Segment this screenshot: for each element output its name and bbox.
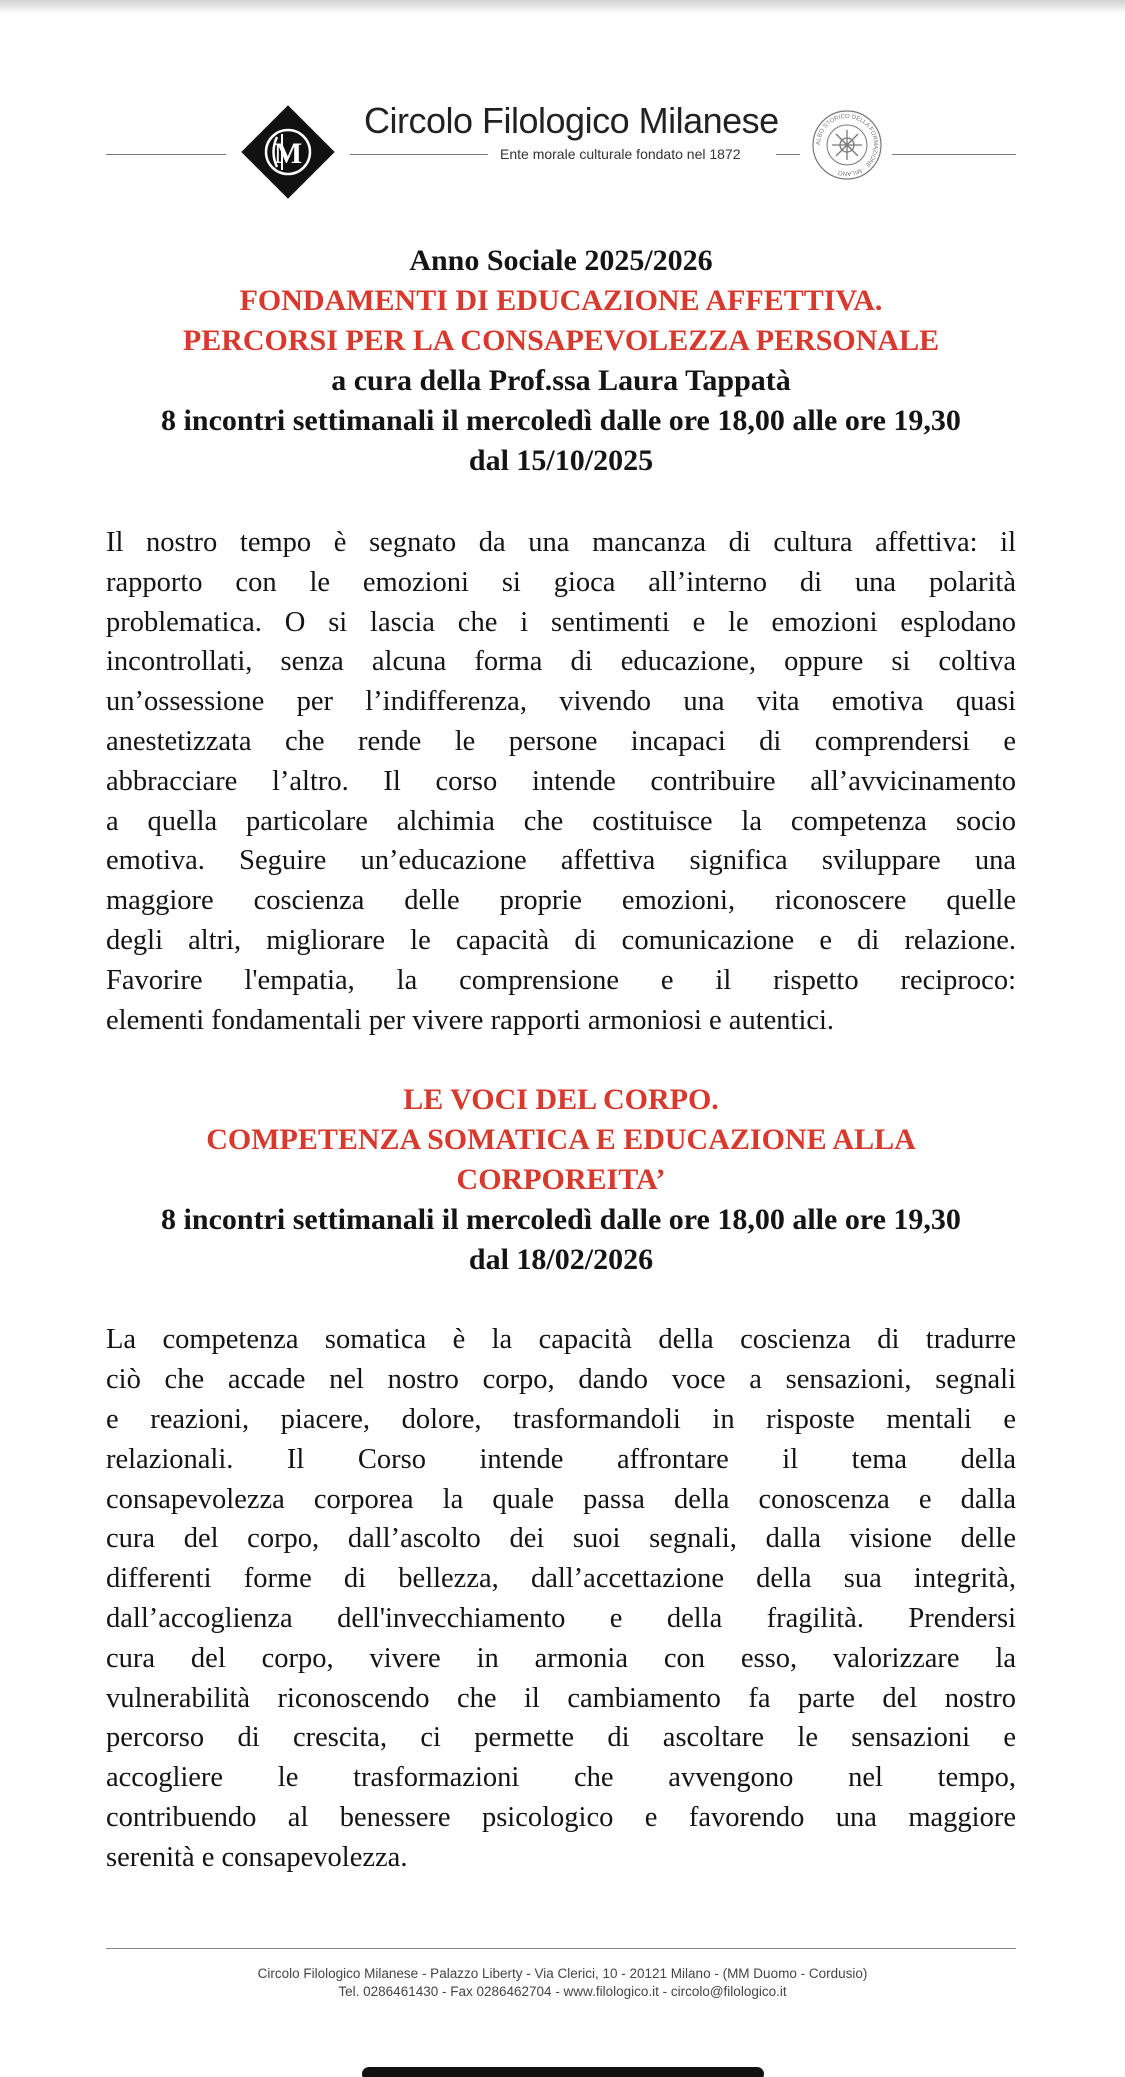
paragraph-line: a quella particolare alchimia che costituisce la competenza socio (106, 805, 1016, 837)
course1-start-date: dal 15/10/2025 (468, 444, 654, 477)
footer-contacts: Tel. 0286461430 - Fax 0286462704 - www.filologico.it - circolo@filologico.it (338, 1984, 787, 1999)
academic-year: Anno Sociale 2025/2026 (409, 244, 713, 277)
home-indicator[interactable] (362, 2067, 764, 2077)
section2-heading (106, 1080, 1016, 1280)
course2-subtitle: COMPETENZA SOMATICA E EDUCAZIONE ALLA (206, 1123, 916, 1157)
paragraph-line: e reazioni, piacere, dolore, trasformandoli in risposte mentali e (106, 1403, 1016, 1435)
footer-address: Circolo Filologico Milanese - Palazzo Liberty - Via Clerici, 10 - 20121 Milano - (MM Duomo - Cordusio) (257, 1966, 868, 1981)
course2-schedule: 8 incontri settimanali il mercoledì dalle ore 18,00 alle ore 19,30 (161, 1203, 961, 1237)
letterhead (0, 96, 1125, 206)
top-edge-shadow (0, 0, 1125, 14)
paragraph-line: dall’accoglienza dell'invecchiamento e della fragilità. Prendersi (106, 1602, 1016, 1634)
paragraph-line: contribuendo al benessere psicologico e favorendo una maggiore (106, 1801, 1016, 1833)
document-body (106, 241, 1016, 1878)
header-rule-left (106, 154, 226, 155)
paragraph-line: degli altri, migliorare le capacità di comunicazione e di relazione. (106, 924, 1016, 956)
paragraph-line: abbracciare l’altro. Il corso intende contribuire all’avvicinamento (106, 765, 1016, 797)
cfm-logo-icon (240, 104, 336, 200)
paragraph-line: relazionali. Il Corso intende affrontare il tema della (106, 1443, 1016, 1475)
seal-ring-text: ALBO STORICO DELLA FORMAZIONE · MILANO · (815, 113, 879, 177)
paragraph-line: Il nostro tempo è segnato da una mancanza di cultura affettiva: il (106, 527, 1016, 558)
section1-heading (106, 241, 1016, 481)
brand-subtitle: Ente morale culturale fondato nel 1872 (500, 146, 741, 162)
paragraph-line: elementi fondamentali per vivere rapporti armoniosi e autentici. (106, 1004, 835, 1036)
header-rule-short (776, 154, 800, 155)
paragraph-line: un’ossessione per l’indifferenza, vivendo una vita emotiva quasi (106, 686, 1016, 718)
paragraph-line: serenità e consapevolezza. (106, 1841, 408, 1873)
paragraph-line: rapporto con le emozioni si gioca all’interno di una polarità (106, 566, 1016, 598)
course1-schedule: 8 incontri settimanali il mercoledì dalle ore 18,00 alle ore 19,30 (161, 404, 961, 437)
course2-description (106, 1320, 1016, 1877)
paragraph-line: La competenza somatica è la capacità della coscienza di tradurre (106, 1324, 1016, 1356)
paragraph-line: Favorire l'empatia, la comprensione e il rispetto reciproco: (106, 964, 1016, 996)
footer-rule (106, 1948, 1016, 1949)
paragraph-line: problematica. O si lascia che i sentimenti e le emozioni esplodano (106, 606, 1016, 638)
svg-text:M: M (273, 137, 303, 170)
paragraph-line: cura del corpo, vivere in armonia con esso, valorizzare la (106, 1642, 1016, 1674)
brand-name: Circolo Filologico Milanese (364, 100, 779, 141)
course2-title: LE VOCI DEL CORPO. (403, 1083, 719, 1117)
course1-title: FONDAMENTI DI EDUCAZIONE AFFETTIVA. (239, 284, 883, 317)
course1-subtitle: PERCORSI PER LA CONSAPEVOLEZZA PERSONALE (182, 324, 940, 357)
course2-start-date: dal 18/02/2026 (468, 1243, 654, 1277)
paragraph-line: cura del corpo, dall’ascolto dei suoi segnali, dalla visione delle (106, 1523, 1016, 1555)
paragraph-line: ciò che accade nel nostro corpo, dando voce a sensazioni, segnali (106, 1364, 1016, 1396)
paragraph-line: vulnerabilità riconoscendo che il cambiamento fa parte del nostro (106, 1682, 1016, 1714)
paragraph-line: incontrollati, senza alcuna forma di educazione, oppure si coltiva (106, 646, 1016, 678)
paragraph-line: percorso di crescita, ci permette di ascoltare le sensazioni e (106, 1722, 1016, 1754)
course2-subtitle-cont: CORPOREITA’ (456, 1163, 666, 1197)
paragraph-line: emotiva. Seguire un’educazione affettiva significa sviluppare una (106, 845, 1016, 877)
paragraph-line: consapevolezza corporea la quale passa della conoscenza e dalla (106, 1483, 1016, 1515)
paragraph-line: accogliere le trasformazioni che avvengono nel tempo, (106, 1762, 1016, 1794)
paragraph-line: maggiore coscienza delle proprie emozioni, riconoscere quelle (106, 885, 1016, 917)
course1-teacher: a cura della Prof.ssa Laura Tappatà (331, 364, 791, 397)
paragraph-line: anestetizzata che rende le persone incapaci di comprendersi e (106, 725, 1016, 757)
header-rule-mid (350, 154, 488, 155)
course1-description (106, 523, 1016, 1040)
paragraph-line: differenti forme di bellezza, dall’accettazione della sua integrità, (106, 1563, 1016, 1595)
header-rule-right (892, 154, 1016, 155)
seal-icon (810, 108, 884, 182)
